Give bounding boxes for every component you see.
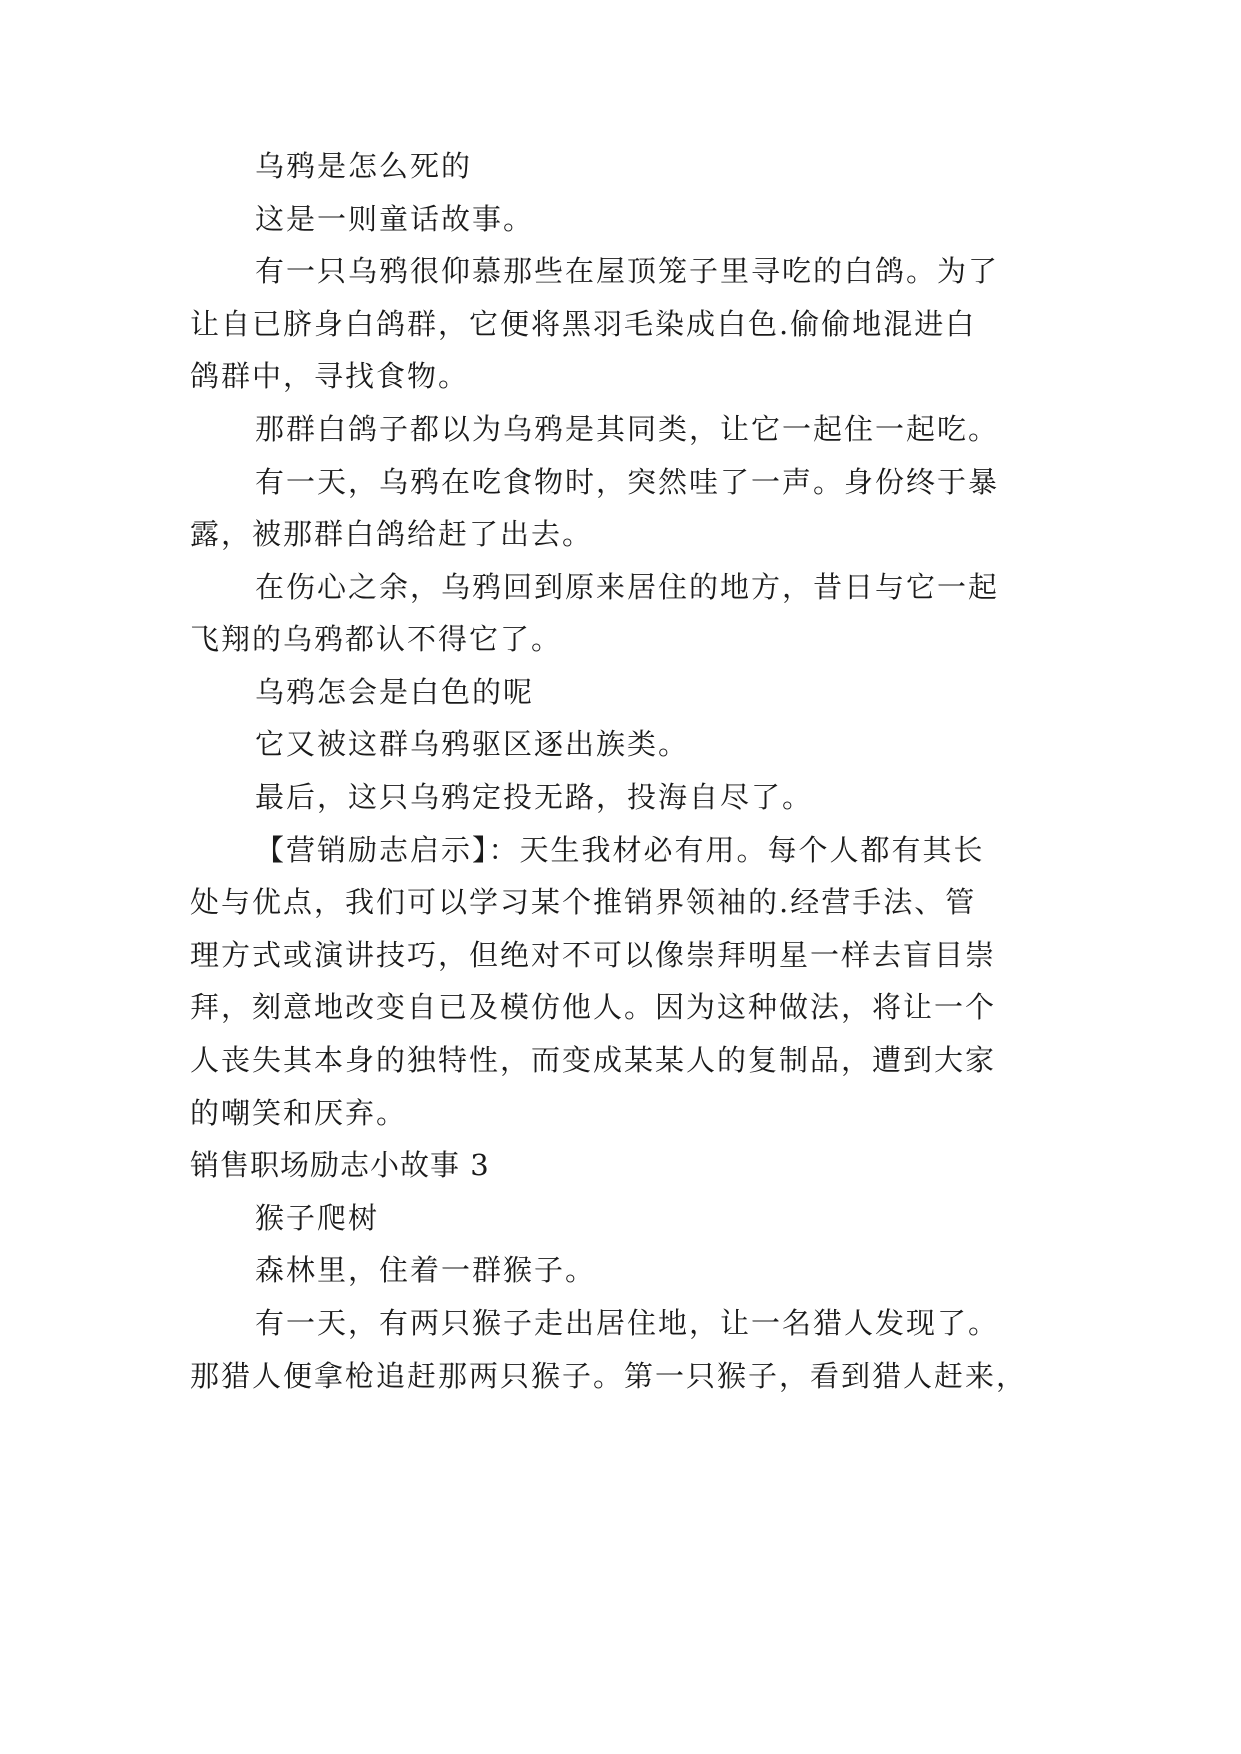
paragraph-line: 有一天，有两只猴子走出居住地，让一名猎人发现了。 bbox=[255, 1306, 1000, 1340]
paragraph-line: 最后，这只乌鸦定投无路，投海自尽了。 bbox=[255, 780, 814, 814]
story-title: 乌鸦是怎么死的 bbox=[255, 149, 473, 183]
paragraph-line: 这是一则童话故事。 bbox=[255, 202, 535, 236]
paragraph-line: 让自已脐身白鸽群，它便将黑羽毛染成白色.偷偷地混进白 bbox=[190, 307, 977, 341]
moral-line: 的嘲笑和厌弃。 bbox=[190, 1096, 408, 1130]
paragraph-line: 有一天，乌鸦在吃食物时，突然哇了一声。身份终于暴 bbox=[255, 465, 1000, 499]
paragraph-line: 那猎人便拿枪追赶那两只猴子。第一只猴子，看到猎人赶来， bbox=[190, 1359, 1028, 1393]
paragraph-line: 鸽群中，寻找食物。 bbox=[190, 359, 470, 393]
paragraph-line: 飞翔的乌鸦都认不得它了。 bbox=[190, 622, 563, 656]
paragraph-line: 在伤心之余，乌鸦回到原来居住的地方，昔日与它一起 bbox=[255, 570, 1000, 604]
moral-line: 处与优点，我们可以学习某个推销界领袖的.经营手法、管 bbox=[190, 885, 977, 919]
story-title: 猴子爬树 bbox=[255, 1201, 380, 1235]
moral-line: 【营销励志启示】：天生我材必有用。每个人都有其长 bbox=[255, 833, 985, 867]
moral-line: 拜，刻意地改变自已及模仿他人。因为这种做法，将让一个 bbox=[190, 990, 997, 1024]
moral-line: 理方式或演讲技巧，但绝对不可以像崇拜明星一样去盲目崇 bbox=[190, 938, 997, 972]
paragraph-line: 那群白鸽子都以为乌鸦是其同类，让它一起住一起吃。 bbox=[255, 412, 1000, 446]
paragraph-line: 露，被那群白鸽给赶了出去。 bbox=[190, 517, 594, 551]
paragraph-line: 乌鸦怎会是白色的呢 bbox=[255, 675, 535, 709]
paragraph-line: 它又被这群乌鸦驱区逐出族类。 bbox=[255, 727, 690, 761]
moral-line: 人丧失其本身的独特性，而变成某某人的复制品，遭到大家 bbox=[190, 1043, 997, 1077]
section-heading: 销售职场励志小故事 3 bbox=[190, 1148, 490, 1182]
paragraph-line: 有一只乌鸦很仰慕那些在屋顶笼子里寻吃的白鸽。为了 bbox=[255, 254, 1000, 288]
paragraph-line: 森林里，住着一群猴子。 bbox=[255, 1253, 597, 1287]
